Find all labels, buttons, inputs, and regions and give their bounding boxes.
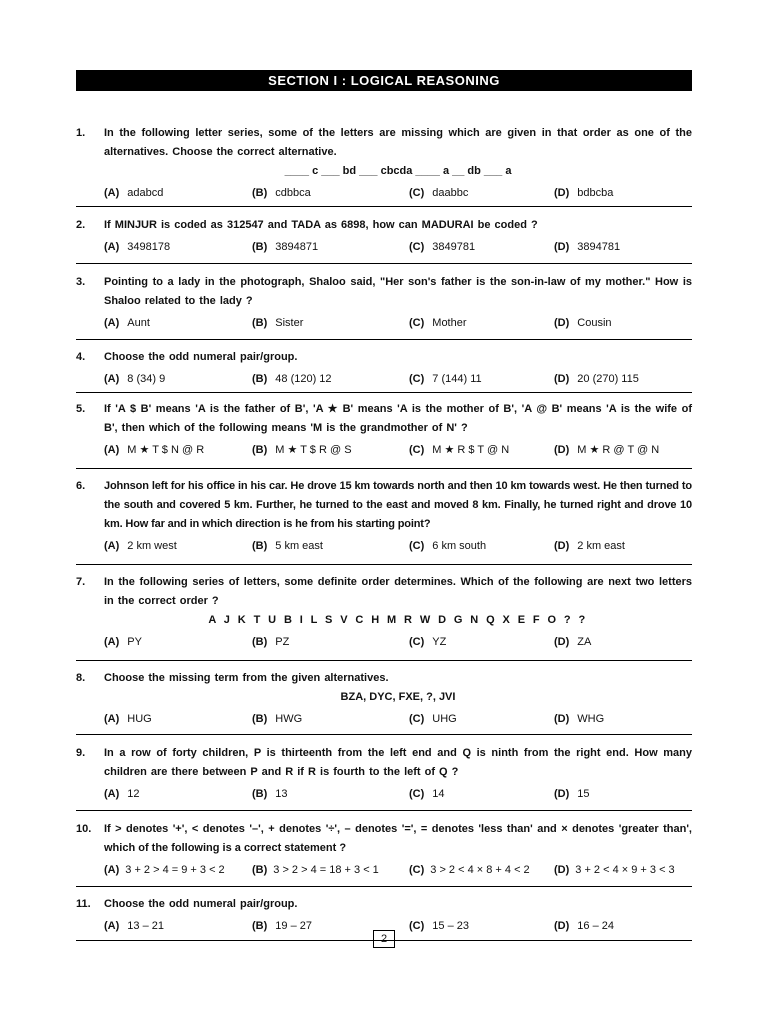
option-d[interactable]: [554, 238, 620, 256]
option-value: adabcd: [127, 187, 164, 199]
section-title: SECTION I : LOGICAL REASONING: [76, 70, 692, 91]
question-text: In the following letter series, some of the letters are missing which are given in that order as one of the alternatives. Choose the correct alternative.: [104, 127, 692, 158]
option-value: PZ: [275, 636, 290, 648]
question-text: Choose the odd numeral pair/group.: [104, 898, 298, 910]
option-c[interactable]: [409, 184, 554, 202]
answer-options: [104, 370, 692, 388]
question-6: [76, 469, 692, 565]
option-label: (D): [554, 864, 570, 876]
question-number: 5.: [76, 403, 86, 415]
question-number: 2.: [76, 219, 86, 231]
option-label: (D): [554, 241, 570, 253]
option-b[interactable]: [252, 314, 409, 332]
question-4: [76, 340, 692, 393]
option-value: 13 – 21: [127, 920, 164, 932]
option-value: HUG: [127, 713, 152, 725]
option-a[interactable]: [104, 537, 252, 555]
option-a[interactable]: [104, 710, 252, 728]
option-value: 3894781: [577, 241, 621, 253]
option-value: UHG: [432, 713, 457, 725]
option-value: Mother: [432, 317, 467, 329]
answer-options: [104, 184, 692, 202]
option-label: (A): [104, 540, 120, 552]
question-10: [76, 811, 692, 887]
option-value: 3894871: [275, 241, 319, 253]
option-label: (D): [554, 713, 570, 725]
option-label: (A): [104, 864, 120, 876]
option-c[interactable]: [409, 314, 554, 332]
answer-options: [104, 633, 692, 651]
option-label: (C): [409, 540, 425, 552]
question-text: If > denotes '+', < denotes '–', + denotes '÷', – denotes '=', = denotes 'less than' and × denotes 'greater than', which of the following is a correct statement ?: [104, 823, 692, 854]
option-label: (C): [409, 713, 425, 725]
question-text: Choose the missing term from the given alternatives.: [104, 672, 389, 684]
question-number: 8.: [76, 672, 86, 684]
option-value: 3 + 2 < 4 × 9 + 3 < 3: [575, 864, 675, 876]
option-label: (C): [409, 317, 425, 329]
option-b[interactable]: [252, 238, 409, 256]
option-value: 20 (270) 115: [577, 373, 639, 385]
option-label: (C): [409, 788, 425, 800]
option-b[interactable]: [252, 537, 409, 555]
option-value: ZA: [577, 636, 592, 648]
question-text: Pointing to a lady in the photograph, Shaloo said, "Her son's father is the son-in-law of my mother." How is Shaloo related to the lady ?: [104, 276, 692, 307]
option-label: (B): [252, 540, 268, 552]
question-number: 6.: [76, 480, 86, 492]
option-d[interactable]: [554, 861, 675, 879]
option-label: (C): [409, 444, 425, 456]
option-value: 5 km east: [275, 540, 323, 552]
question-text: Johnson left for his office in his car. He drove 15 km towards north and then 10 km towards west. He then turned to the south and covered 5 km. Further, he turned to the east and moved 8 km. Finally, he turned right and drove 10 km. How far and in which direction is he from his starting point?: [104, 480, 692, 530]
option-value: 8 (34) 9: [127, 373, 166, 385]
option-label: (C): [409, 241, 425, 253]
question-number: 10.: [76, 823, 92, 835]
option-value: 3498178: [127, 241, 171, 253]
answer-options: [104, 917, 692, 935]
answer-options: [104, 710, 692, 728]
option-d[interactable]: [554, 441, 659, 459]
option-value: M ★ R $ T @ N: [432, 444, 510, 456]
question-9: [76, 735, 692, 811]
option-label: (B): [252, 788, 268, 800]
question-7: [76, 565, 692, 661]
option-label: (B): [252, 373, 268, 385]
option-c[interactable]: [409, 238, 554, 256]
option-value: WHG: [577, 713, 605, 725]
option-value: Aunt: [127, 317, 150, 329]
option-label: (B): [252, 317, 268, 329]
option-value: Sister: [275, 317, 304, 329]
option-label: (A): [104, 444, 120, 456]
question-3: [76, 264, 692, 340]
option-c[interactable]: [409, 441, 554, 459]
option-c[interactable]: [409, 861, 554, 879]
option-value: 3 + 2 > 4 = 9 + 3 < 2: [125, 864, 225, 876]
option-d[interactable]: [554, 633, 591, 651]
option-value: 3 > 2 > 4 = 18 + 3 < 1: [273, 864, 379, 876]
option-d[interactable]: [554, 314, 612, 332]
option-label: (A): [104, 241, 120, 253]
option-label: (B): [252, 920, 268, 932]
option-c[interactable]: [409, 370, 554, 388]
question-page: [76, 70, 692, 941]
option-a[interactable]: [104, 917, 252, 935]
option-d[interactable]: [554, 184, 613, 202]
option-value: daabbc: [432, 187, 469, 199]
option-value: 3849781: [432, 241, 476, 253]
option-label: (A): [104, 373, 120, 385]
option-label: (C): [409, 187, 425, 199]
option-label: (C): [409, 864, 425, 876]
option-a[interactable]: [104, 633, 252, 651]
option-label: (B): [252, 444, 268, 456]
option-value: 15: [577, 788, 590, 800]
option-b[interactable]: [252, 184, 409, 202]
option-value: M ★ T $ R @ S: [275, 444, 352, 456]
option-a[interactable]: [104, 184, 252, 202]
question-text: If 'A $ B' means 'A is the father of B', 'A ★ B' means 'A is the mother of B', 'A @ B' means 'A is the wife of B', then which of the following means 'M is the grandmother of N' ?: [104, 403, 692, 434]
option-label: (C): [409, 373, 425, 385]
option-label: (D): [554, 373, 570, 385]
option-value: 13: [275, 788, 288, 800]
letter-series: A J K T U B I L S V C H M R W D G N Q X E F O ? ?: [208, 614, 588, 626]
question-text: If MINJUR is coded as 312547 and TADA as 6898, how can MADURAI be coded ?: [104, 219, 538, 231]
option-label: (A): [104, 636, 120, 648]
question-number: 9.: [76, 747, 86, 759]
option-a[interactable]: [104, 441, 252, 459]
option-b[interactable]: [252, 370, 409, 388]
letter-series: ____ c ___ bd ___ cbcda ____ a __ db ___ a: [284, 165, 512, 177]
option-d[interactable]: [554, 917, 614, 935]
option-b[interactable]: [252, 633, 409, 651]
option-d[interactable]: [554, 785, 590, 803]
option-a[interactable]: [104, 238, 252, 256]
option-value: 2 km west: [127, 540, 177, 552]
answer-options: [104, 314, 692, 332]
option-label: (D): [554, 317, 570, 329]
option-value: 16 – 24: [577, 920, 614, 932]
answer-options: [104, 441, 692, 459]
option-label: (A): [104, 187, 120, 199]
question-text: In a row of forty children, P is thirteenth from the left end and Q is ninth from the right end. How many children are there between P and R if R is fourth to the left of Q ?: [104, 747, 692, 778]
option-label: (C): [409, 636, 425, 648]
option-label: (D): [554, 444, 570, 456]
option-value: PY: [127, 636, 142, 648]
answer-options: [104, 785, 692, 803]
question-number: 1.: [76, 127, 86, 139]
option-label: (B): [252, 713, 268, 725]
option-b[interactable]: [252, 441, 409, 459]
option-value: M ★ R @ T @ N: [577, 444, 660, 456]
answer-options: [104, 238, 692, 256]
option-c[interactable]: [409, 710, 554, 728]
option-a[interactable]: [104, 785, 252, 803]
option-value: 2 km east: [577, 540, 625, 552]
option-value: Cousin: [577, 317, 612, 329]
option-c[interactable]: [409, 633, 554, 651]
option-b[interactable]: [252, 785, 409, 803]
option-d[interactable]: [554, 537, 625, 555]
option-value: 15 – 23: [432, 920, 469, 932]
option-label: (D): [554, 540, 570, 552]
option-label: (C): [409, 920, 425, 932]
option-c[interactable]: [409, 785, 554, 803]
option-d[interactable]: [554, 370, 639, 388]
option-c[interactable]: [409, 537, 554, 555]
question-text: Choose the odd numeral pair/group.: [104, 351, 298, 363]
option-value: 7 (144) 11: [432, 373, 482, 385]
option-value: 14: [432, 788, 445, 800]
term-series: BZA, DYC, FXE, ?, JVI: [340, 691, 456, 703]
question-1: [76, 91, 692, 207]
option-label: (D): [554, 788, 570, 800]
question-number: 11.: [76, 898, 91, 910]
option-label: (A): [104, 713, 120, 725]
option-label: (B): [252, 187, 268, 199]
option-label: (B): [252, 864, 268, 876]
question-number: 7.: [76, 576, 86, 588]
question-2: [76, 207, 692, 264]
option-a[interactable]: [104, 861, 252, 879]
option-label: (D): [554, 636, 570, 648]
option-label: (D): [554, 187, 570, 199]
page-number: 2: [373, 930, 395, 948]
option-value: HWG: [275, 713, 303, 725]
option-label: (A): [104, 920, 120, 932]
option-d[interactable]: [554, 710, 604, 728]
option-value: cdbbca: [275, 187, 311, 199]
option-a[interactable]: [104, 370, 252, 388]
option-label: (A): [104, 317, 120, 329]
question-number: 4.: [76, 351, 86, 363]
option-label: (A): [104, 788, 120, 800]
option-value: M ★ T $ N @ R: [127, 444, 205, 456]
option-label: (B): [252, 241, 268, 253]
option-a[interactable]: [104, 314, 252, 332]
option-value: 12: [127, 788, 140, 800]
option-value: 6 km south: [432, 540, 487, 552]
option-value: YZ: [432, 636, 447, 648]
question-5: [76, 393, 692, 469]
option-value: 19 – 27: [275, 920, 312, 932]
option-value: 3 > 2 < 4 × 8 + 4 < 2: [430, 864, 530, 876]
answer-options: [104, 861, 692, 879]
option-b[interactable]: [252, 861, 409, 879]
option-c[interactable]: [409, 917, 554, 935]
question-text: In the following series of letters, some definite order determines. Which of the following are next two letters in the correct order ?: [104, 576, 692, 607]
answer-options: [104, 537, 692, 555]
option-b[interactable]: [252, 710, 409, 728]
option-label: (B): [252, 636, 268, 648]
option-value: bdbcba: [577, 187, 614, 199]
question-number: 3.: [76, 276, 86, 288]
option-value: 48 (120) 12: [275, 373, 332, 385]
option-label: (D): [554, 920, 570, 932]
question-8: [76, 661, 692, 735]
